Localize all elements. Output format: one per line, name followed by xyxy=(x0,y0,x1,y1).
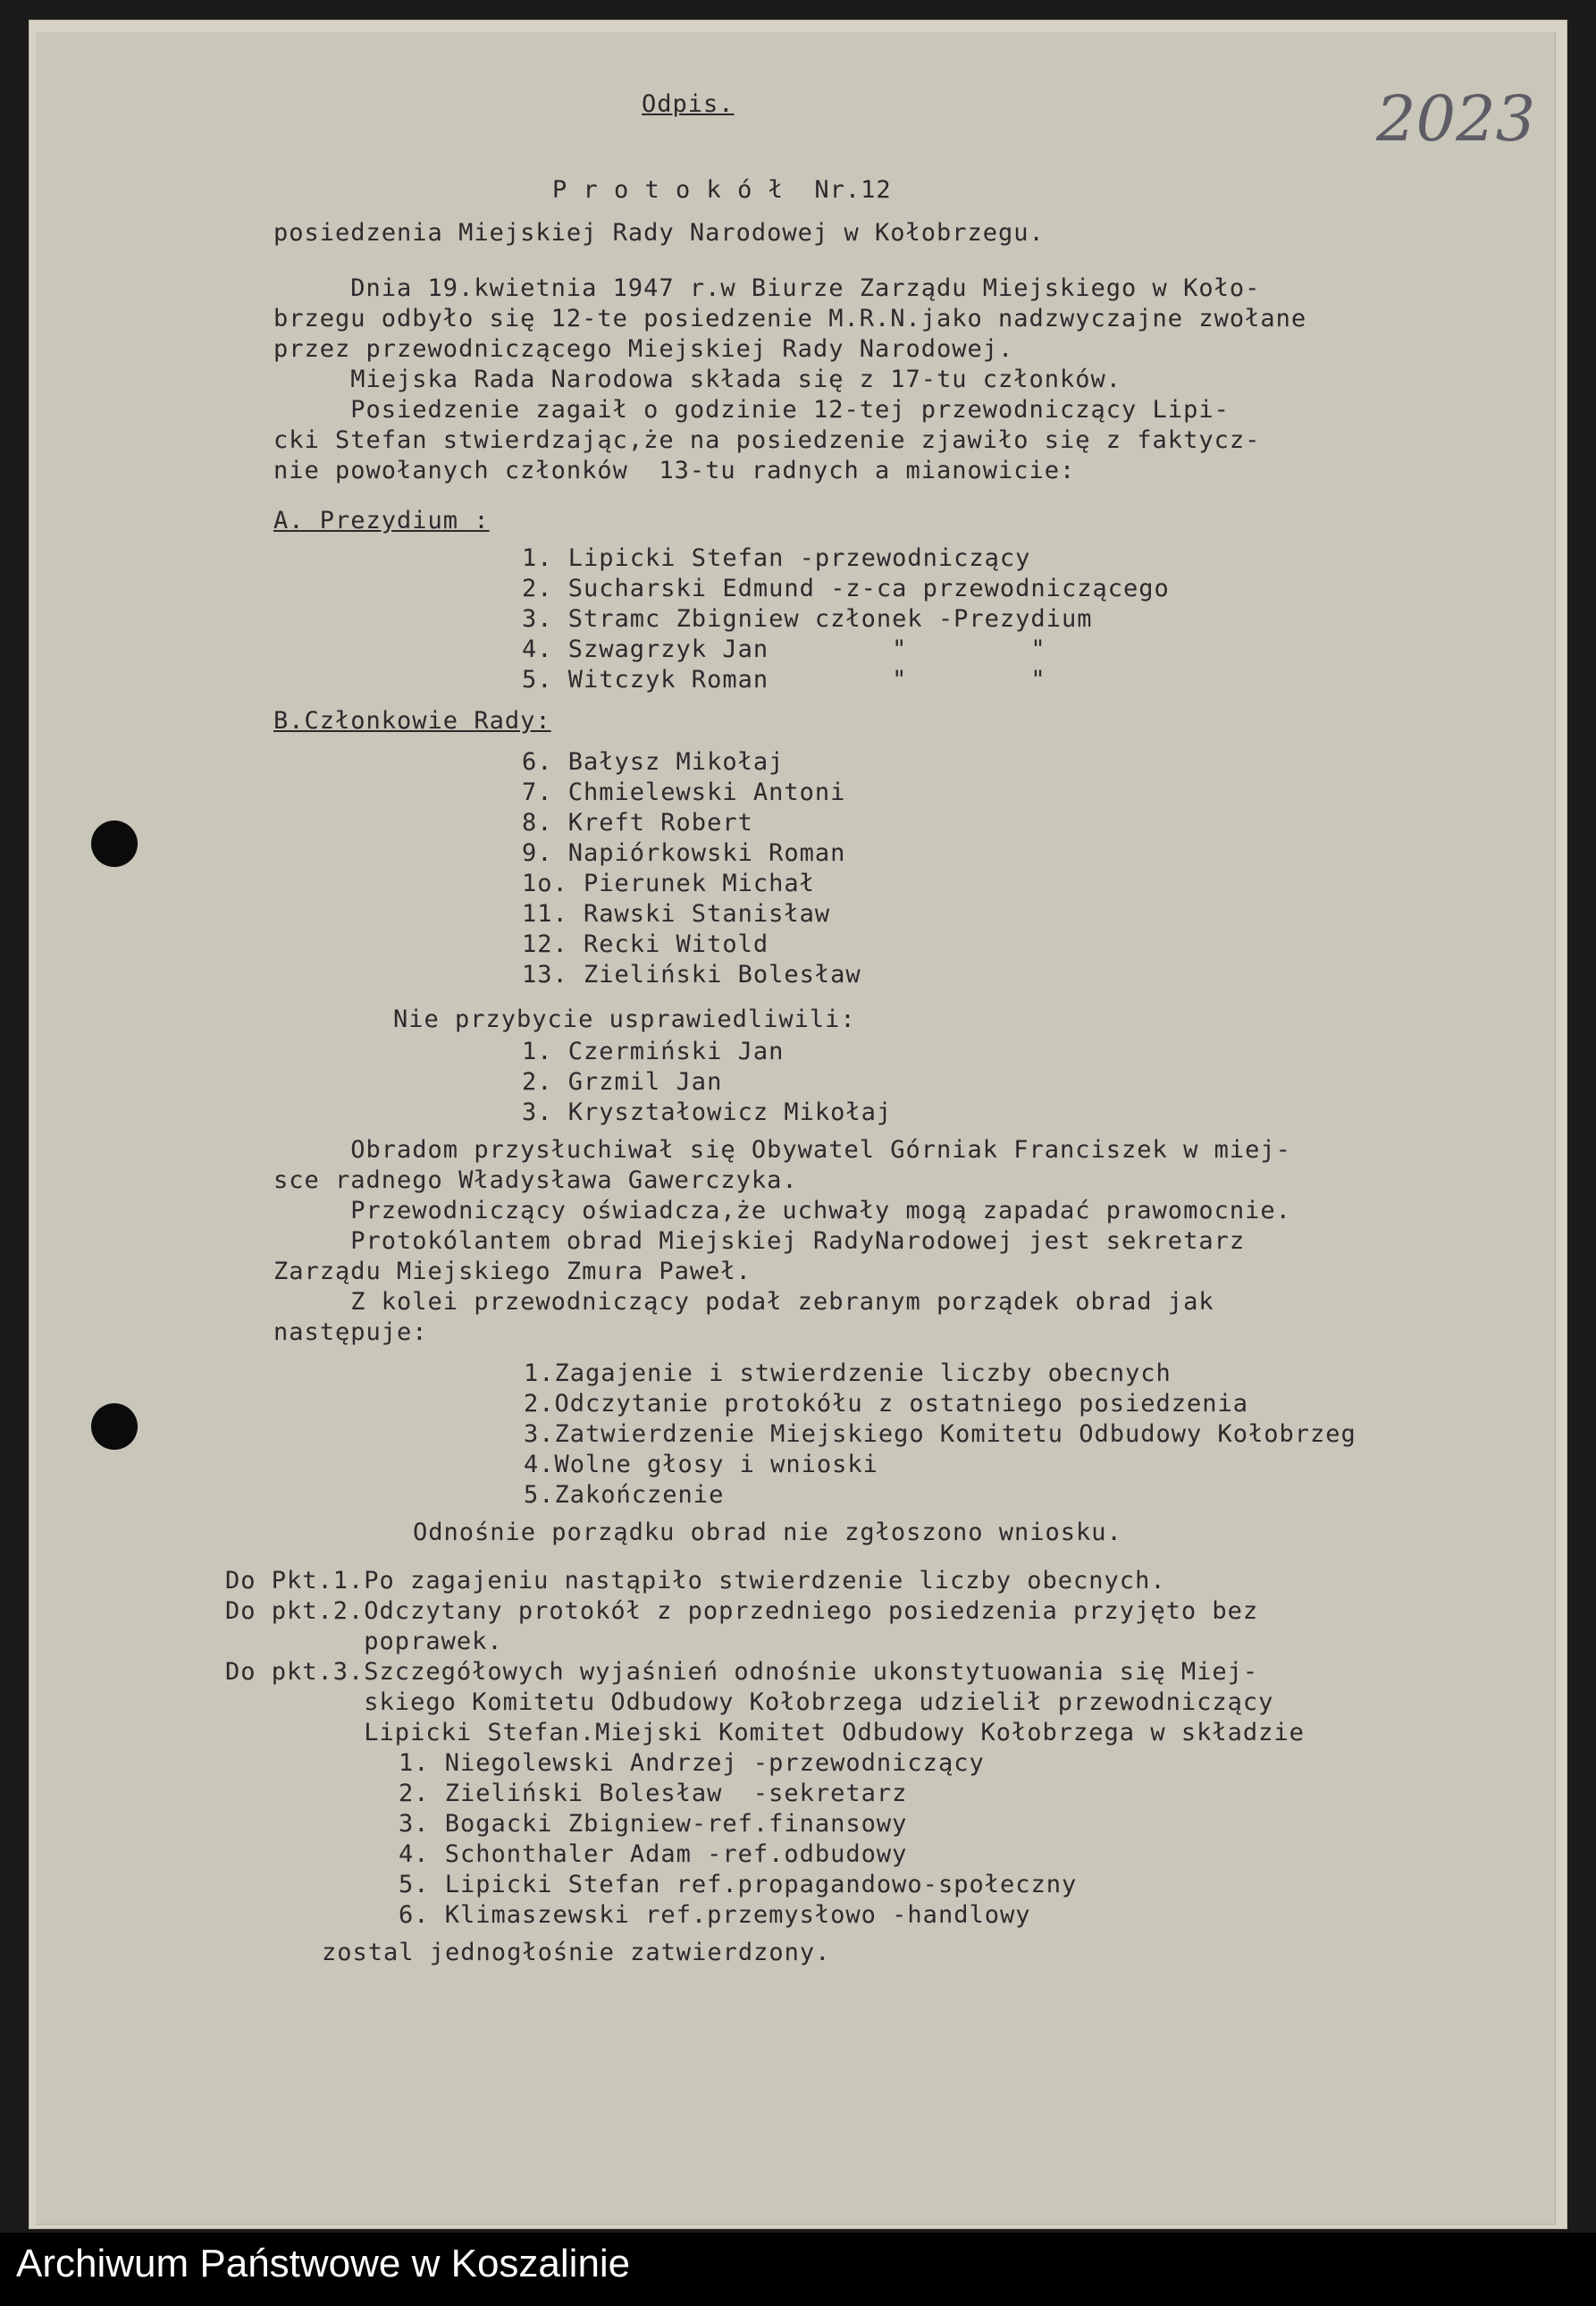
list-item: 3. Kryształowicz Mikołaj xyxy=(522,1098,893,1126)
list-item: 5. Witczyk Roman " " xyxy=(522,666,1046,694)
list-item: 5. Lipicki Stefan ref.propagandowo-społeczny xyxy=(399,1871,1078,1898)
list-item: 1.Zagajenie i stwierdzenie liczby obecnych xyxy=(524,1359,1172,1387)
list-item: 11. Rawski Stanisław xyxy=(522,900,831,928)
text-line: Obradom przysłuchiwał się Obywatel Górniak Franciszek w miej- xyxy=(273,1136,1291,1164)
text-line: następuje: xyxy=(273,1318,428,1346)
document-title: P r o t o k ó ł Nr.12 xyxy=(552,176,892,204)
committee-list xyxy=(399,1748,1077,1931)
text-line: Posiedzenie zagaił o godzinie 12-tej przewodniczący Lipi- xyxy=(273,396,1230,424)
list-item: 4. Szwagrzyk Jan " " xyxy=(522,635,1046,663)
punch-hole xyxy=(91,821,138,867)
prezydium-list xyxy=(522,543,1170,695)
text-line: Lipicki Stefan.Miejski Komitet Odbudowy Kołobrzega w składzie xyxy=(225,1719,1305,1746)
list-item: 2. Sucharski Edmund -z-ca przewodniczącego xyxy=(522,575,1170,602)
list-item: 8. Kreft Robert xyxy=(522,809,753,837)
punch-hole xyxy=(91,1403,138,1450)
text-line: Zarządu Miejskiego Zmura Paweł. xyxy=(273,1258,752,1285)
text-line: poprawek. xyxy=(225,1628,503,1655)
list-item: 13. Zieliński Bolesław xyxy=(522,961,861,989)
text-line: Dnia 19.kwietnia 1947 r.w Biurze Zarządu Miejskiego w Koło- xyxy=(273,274,1261,302)
list-item: 5.Zakończenie xyxy=(524,1481,725,1509)
archive-number: 2023 xyxy=(1376,82,1536,156)
text-line: sce radnego Władysława Gawerczyka. xyxy=(273,1166,798,1194)
absent-heading: Nie przybycie usprawiedliwili: xyxy=(393,1006,856,1033)
agenda-list xyxy=(524,1359,1357,1511)
text-line: przez przewodniczącego Miejskiej Rady Narodowej. xyxy=(273,335,1014,363)
list-item: 6. Klimaszewski ref.przemysłowo -handlowy xyxy=(399,1901,1031,1929)
section-b-heading: B.Członkowie Rady: xyxy=(273,707,551,735)
footer-bar xyxy=(0,2233,1596,2306)
list-item: 3.Zatwierdzenie Miejskiego Komitetu Odbudowy Kołobrzeg xyxy=(524,1420,1357,1448)
text-line: Protokólantem obrad Miejskiej RadyNarodowej jest sekretarz xyxy=(273,1227,1246,1255)
text-line: Do pkt.3.Szczegółowych wyjaśnień odnośnie ukonstytuowania się Miej- xyxy=(225,1658,1259,1686)
absent-list xyxy=(522,1037,892,1128)
text-line: Przewodniczący oświadcza,że uchwały mogą zapadać prawomocnie. xyxy=(273,1197,1291,1225)
text-line: Z kolei przewodniczący podał zebranym porządek obrad jak xyxy=(273,1288,1214,1316)
list-item: 1. Lipicki Stefan -przewodniczący xyxy=(522,544,1031,572)
list-item: 4.Wolne głosy i wnioski xyxy=(524,1451,878,1478)
text-line: Miejska Rada Narodowa składa się z 17-tu członków. xyxy=(273,366,1122,393)
list-item: 4. Schonthaler Adam -ref.odbudowy xyxy=(399,1840,908,1868)
text-line: brzegu odbyło się 12-te posiedzenie M.R.N.jako nadzwyczajne zwołane xyxy=(273,305,1307,332)
agenda-note: Odnośnie porządku obrad nie zgłoszono wniosku. xyxy=(413,1519,1122,1546)
points-section xyxy=(225,1566,1305,1748)
list-item: 3. Bogacki Zbigniew-ref.finansowy xyxy=(399,1810,908,1838)
text-line: Do Pkt.1.Po zagajeniu nastąpiło stwierdzenie liczby obecnych. xyxy=(225,1567,1166,1595)
closing-line: zostal jednogłośnie zatwierdzony. xyxy=(322,1939,831,1966)
text-line: Do pkt.2.Odczytany protokół z poprzedniego posiedzenia przyjęto bez xyxy=(225,1597,1259,1625)
list-item: 7. Chmielewski Antoni xyxy=(522,778,846,806)
list-item: 6. Bałysz Mikołaj xyxy=(522,748,785,776)
list-item: 2. Zieliński Bolesław -sekretarz xyxy=(399,1780,908,1807)
list-item: 12. Recki Witold xyxy=(522,930,769,958)
list-item: 2.Odczytanie protokółu z ostatniego posiedzenia xyxy=(524,1390,1249,1418)
text-line: skiego Komitetu Odbudowy Kołobrzega udzielił przewodniczący xyxy=(225,1688,1274,1716)
document-subtitle: posiedzenia Miejskiej Rady Narodowej w Kołobrzegu. xyxy=(273,219,1045,247)
members-list xyxy=(522,747,861,990)
document-heading: Odpis. xyxy=(642,90,735,118)
list-item: 9. Napiórkowski Roman xyxy=(522,839,846,867)
text-line: cki Stefan stwierdzając,że na posiedzenie zjawiło się z faktycz- xyxy=(273,426,1261,454)
section-a-heading: A. Prezydium : xyxy=(273,507,490,534)
list-item: 2. Grzmil Jan xyxy=(522,1068,723,1096)
list-item: 1. Czermiński Jan xyxy=(522,1038,785,1065)
list-item: 1. Niegolewski Andrzej -przewodniczący xyxy=(399,1749,985,1777)
intro-paragraph xyxy=(273,274,1306,486)
list-item: 1o. Pierunek Michał xyxy=(522,870,815,897)
text-line: nie powołanych członków 13-tu radnych a mianowicie: xyxy=(273,457,1076,484)
footer-archive-name: Archiwum Państwowe w Koszalinie xyxy=(16,2242,631,2285)
middle-paragraph xyxy=(273,1135,1291,1348)
list-item: 3. Stramc Zbigniew członek -Prezydium xyxy=(522,605,1093,633)
